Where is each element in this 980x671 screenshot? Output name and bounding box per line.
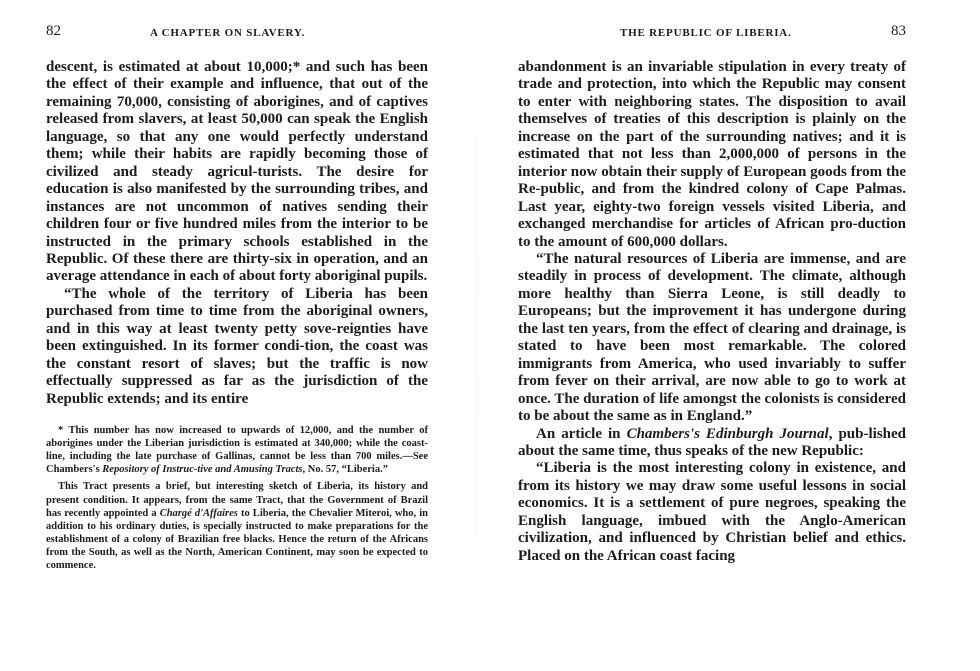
journal-title: Chambers's Edinburgh Journal [626, 425, 829, 442]
right-page-number: 83 [891, 23, 906, 39]
footnote-1-italic: Repository of Instruc-tive and Amusing Tracts [102, 464, 303, 476]
footnote-1-text: * This number has now increased to upwards of 12,000, and the number of aborigines under the Liberian jurisdiction is estimated at 340,000; while the coast-line, including the late purchase of Gallinas, cannot be less than 700 miles.—See Chambers's [46, 425, 428, 476]
left-page-number: 82 [46, 23, 61, 39]
right-page-header [518, 23, 906, 48]
footnote-2-italic: Chargé d'Affaires [159, 507, 238, 519]
right-paragraph-2: “The natural resources of Liberia are immense, and are steadily in process of development. The climate, although more healthy than Sierra Leone, is still deadly to Europeans; but the improvement it has undergone during the last ten years, from the effect of clearing and drainage, is stated to have been most remarkable. The colored immigrants from America, who used invariably to suffer from fever on their arrival, are now able to go to work at once. The duration of life amongst the colonists is considered to be about the same as in England.” [518, 250, 906, 425]
right-page [518, 0, 906, 565]
footnote-1-text-end: , No. 57, “Liberia.” [302, 464, 388, 476]
left-footnotes [46, 424, 428, 572]
left-paragraph-2: “The whole of the territory of Liberia has been purchased from time to time from the aboriginal owners, and in this way at least twenty petty sove-reignties have been extinguished. In its former condi-tion, the coast was the constant resort of slaves; but the traffic is now effectually suppressed as far as the jurisdiction of the Republic extends; and its entire [46, 285, 428, 407]
left-running-head: A CHAPTER ON SLAVERY. [150, 27, 306, 39]
right-page-body [518, 59, 906, 565]
left-page-header [46, 23, 428, 48]
right-paragraph-3-text-end: , pub-lished about the same time, thus speaks of the new Republic: [518, 425, 906, 459]
left-page [46, 0, 428, 572]
left-paragraph-1: descent, is estimated at about 10,000;* and such has been the effect of their example and influence, that out of the remaining 70,000, consisting of aborigines, and of captives released from slavers, at least 50,000 can speak the English language, so that any one would perfectly understand them; while their habits are rapidly becoming those of civilized and steady agricul-turists. The desire for education is also manifested by the surrounding tribes, and instances are not uncommon of natives sending their children four or five hundred miles from the interior to be instructed in the primary schools established in the Republic. Of these there are thirty-six in operation, and an average attendance in each of about forty aboriginal pupils. [46, 59, 428, 285]
page-gutter [476, 0, 477, 671]
footnote-2-text-end: to Liberia, the Chevalier Miteroi, who, in addition to his ordinary duties, is specially instructed to make preparations for the establishment of a colony of Brazilian free blacks. Hence the return of the Africans from the South, as well as the North, American Continent, may soon be expected to commence. [46, 507, 428, 571]
right-paragraph-3-text: An article in [536, 425, 627, 442]
footnote-2-text: This Tract presents a brief, but interesting sketch of Liberia, its history and present condition. It appears, from the same Tract, that the Government of Brazil has recently appointed a [46, 481, 428, 519]
footnote-1 [46, 424, 428, 476]
right-paragraph-3 [518, 426, 906, 461]
right-running-head: THE REPUBLIC OF LIBERIA. [620, 27, 792, 39]
right-paragraph-4: “Liberia is the most interesting colony in existence, and from its history we may draw some useful lessons in social economics. It is a settlement of pure negroes, speaking the English language, imbued with the Anglo-American civilization, and influenced by Christian belief and ethics. Placed on the African coast facing [518, 460, 906, 564]
left-page-body [46, 59, 428, 408]
right-paragraph-1: abandonment is an invariable stipulation in every treaty of trade and protection, into which the Republic may consent to enter with neighboring states. The disposition to avail themselves of treaties of this description is plainly on the increase on the part of the surrounding natives; and it is estimated that not less than 2,000,000 of persons in the interior now obtain their supply of European goods from the Re-public, and from the kindred colony of Cape Palmas. Last year, eighty-two foreign vessels visited Liberia, and exchanged merchandise for articles of African pro-duction to the amount of 600,000 dollars. [518, 59, 906, 250]
footnote-2 [46, 480, 428, 572]
